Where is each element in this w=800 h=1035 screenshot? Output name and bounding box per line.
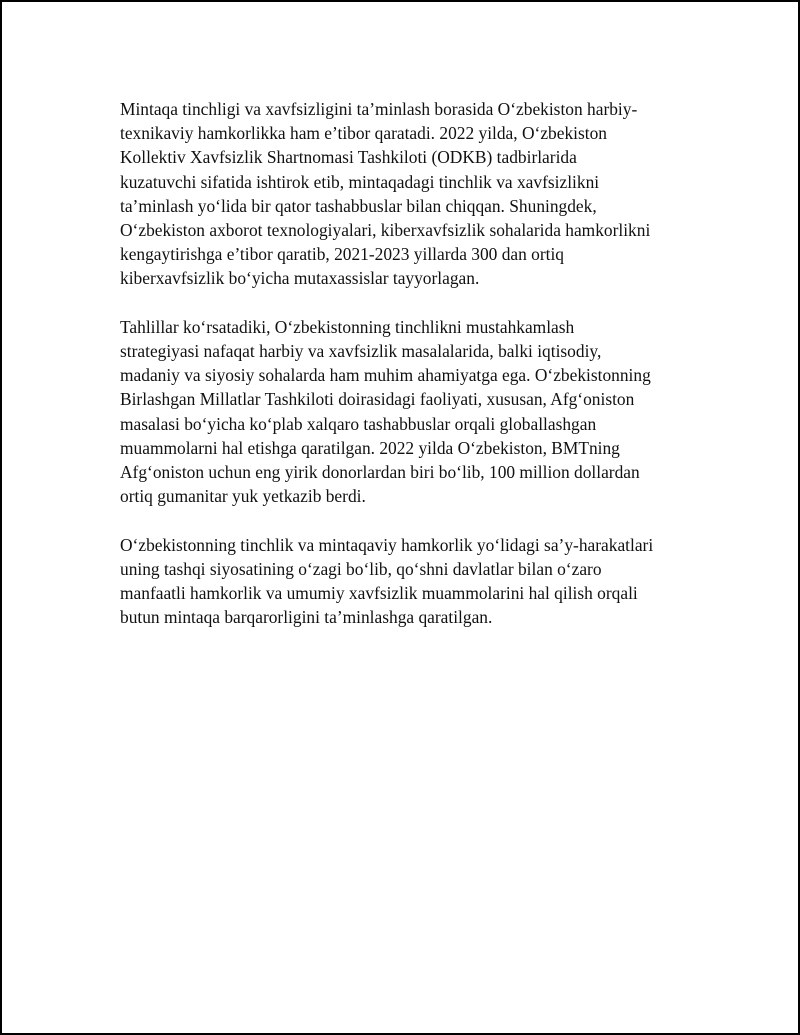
paragraph-line: Kollektiv Xavfsizlik Shartnomasi Tashkiloti (ODKB) tadbirlarida [120, 147, 577, 168]
paragraph-3 [120, 533, 690, 630]
paragraph-line: muammolarni hal etishga qaratilgan. 2022 yilda O‘zbekiston, BMTning [120, 437, 620, 458]
paragraph-line: ortiq gumanitar yuk yetkazib berdi. [120, 486, 366, 507]
paragraph-line: kuzatuvchi sifatida ishtirok etib, mintaqadagi tinchlik va xavfsizlikni [120, 171, 600, 192]
document-body [120, 97, 690, 654]
paragraph-line: Birlashgan Millatlar Tashkiloti doirasidagi faoliyati, xususan, Afg‘oniston [120, 389, 635, 410]
paragraph-line: butun mintaqa barqarorligini ta’minlashga qaratilgan. [120, 607, 493, 628]
paragraph-2 [120, 315, 690, 509]
paragraph-line: ta’minlash yo‘lida bir qator tashabbuslar bilan chiqqan. Shuningdek, [120, 195, 597, 216]
paragraph-line: Tahlillar ko‘rsatadiki, O‘zbekistonning tinchlikni mustahkamlash [120, 316, 575, 337]
paragraph-line: strategiyasi nafaqat harbiy va xavfsizlik masalalarida, balki iqtisodiy, [120, 341, 602, 362]
paragraph-line: Mintaqa tinchligi va xavfsizligini ta’minlash borasida O‘zbekiston harbiy- [120, 99, 638, 119]
paragraph-line: madaniy va siyosiy sohalarda ham muhim ahamiyatga ega. O‘zbekistonning [120, 365, 651, 386]
paragraph-line: O‘zbekiston axborot texnologiyalari, kiberxavfsizlik sohalarida hamkorlikni [120, 220, 651, 241]
paragraph-line: manfaatli hamkorlik va umumiy xavfsizlik muammolarini hal qilish orqali [120, 583, 638, 604]
paragraph-1 [120, 97, 690, 291]
paragraph-line: uning tashqi siyosatining o‘zagi bo‘lib, qo‘shni davlatlar bilan o‘zaro [120, 558, 602, 579]
paragraph-line: O‘zbekistonning tinchlik va mintaqaviy hamkorlik yo‘lidagi sa’y-harakatlari [120, 534, 654, 555]
paragraph-line: texnikaviy hamkorlikka ham e’tibor qaratadi. 2022 yilda, O‘zbekiston [120, 123, 607, 144]
paragraph-line: masalasi bo‘yicha ko‘plab xalqaro tashabbuslar orqali globallashgan [120, 413, 597, 434]
paragraph-line: kengaytirishga e’tibor qaratib, 2021-2023 yillarda 300 dan ortiq [120, 244, 564, 265]
paragraph-line: Afg‘oniston uchun eng yirik donorlardan biri bo‘lib, 100 million dollardan [120, 462, 640, 483]
paragraph-line: kiberxavfsizlik bo‘yicha mutaxassislar tayyorlagan. [120, 268, 480, 289]
